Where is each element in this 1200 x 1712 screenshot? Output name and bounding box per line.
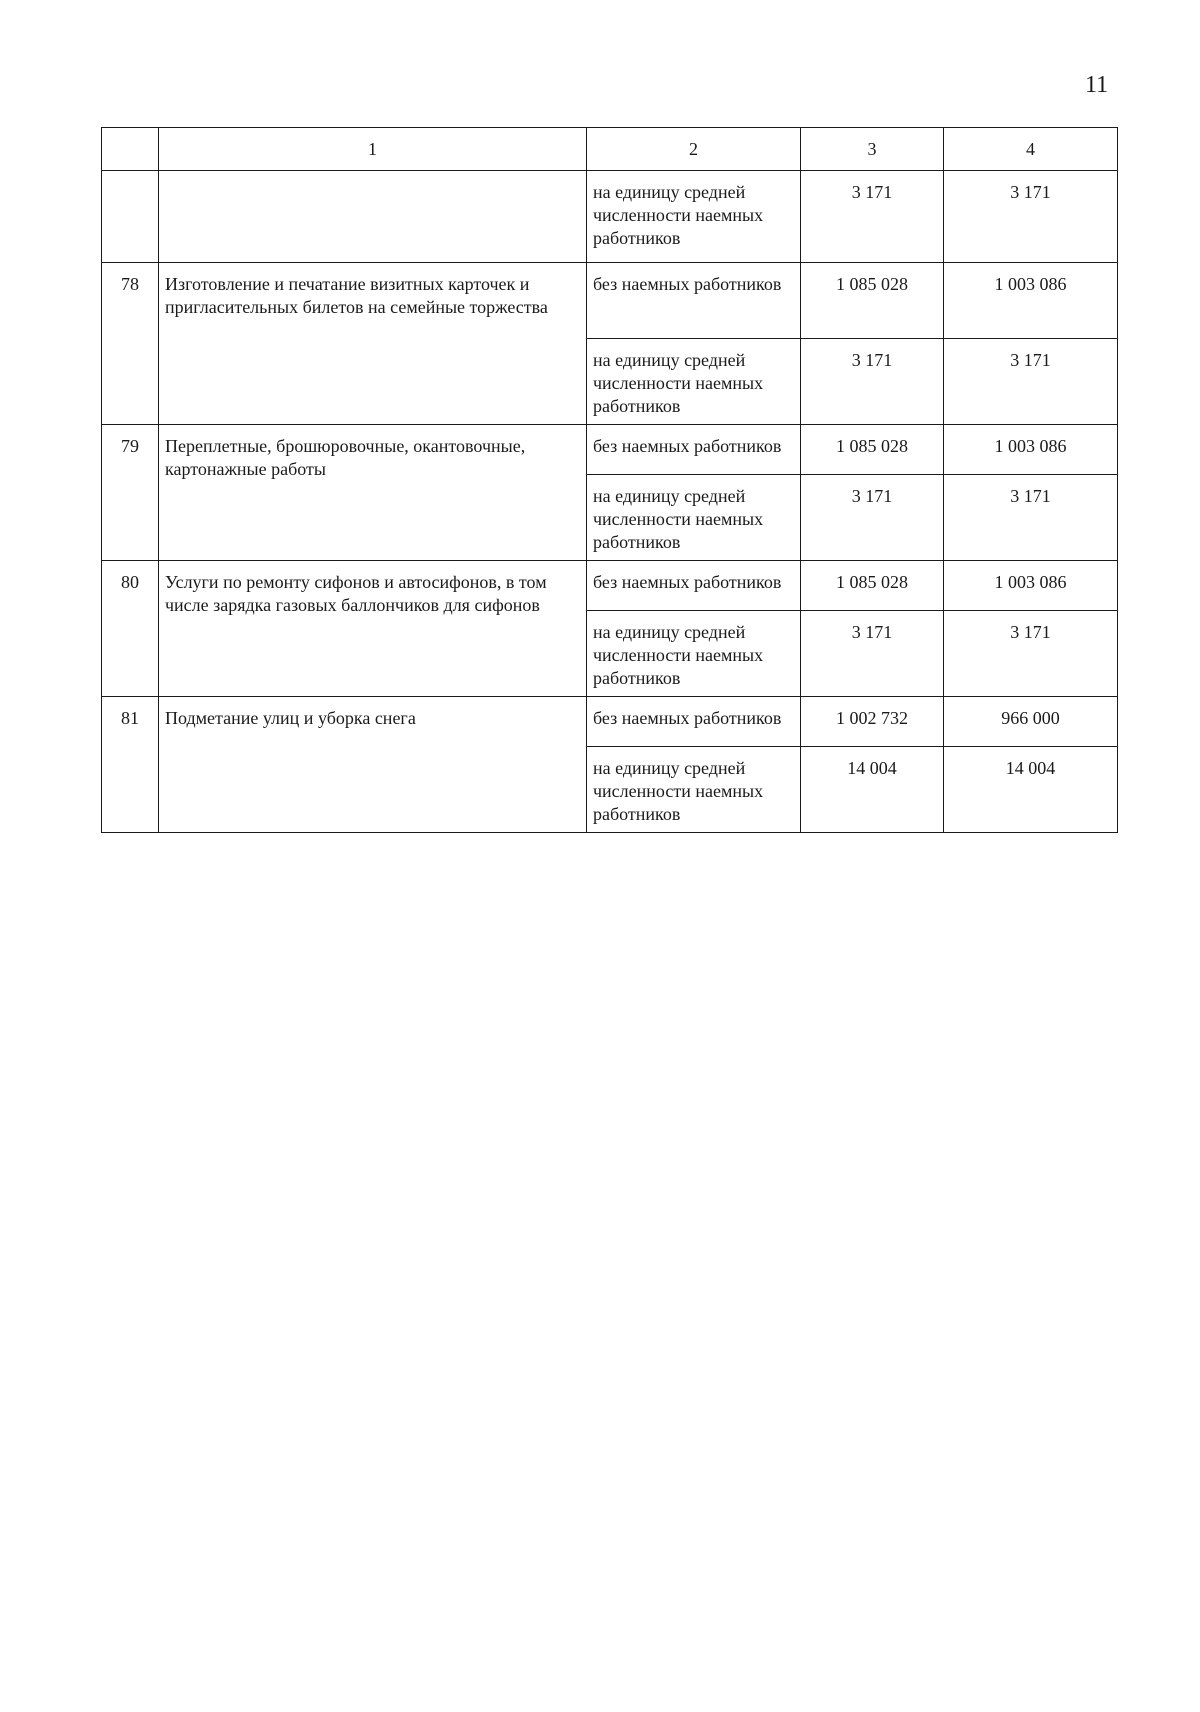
employment-type-cell: на единицу средней численности наемных работников <box>587 475 801 561</box>
activity-name-cell: Переплетные, брошюровочные, окантовочные, картонажные работы <box>159 425 587 561</box>
employment-type-cell: без наемных работников <box>587 425 801 475</box>
table-row <box>102 263 1118 339</box>
employment-type-cell: на единицу средней численности наемных работников <box>587 611 801 697</box>
row-number-cell: 80 <box>102 561 159 697</box>
employment-type-cell: без наемных работников <box>587 263 801 339</box>
page-number: 11 <box>1085 72 1109 98</box>
header-cell-3: 3 <box>801 128 944 171</box>
table-row <box>102 697 1118 747</box>
value-col3-cell: 1 085 028 <box>801 561 944 611</box>
value-col4-cell: 966 000 <box>944 697 1118 747</box>
employment-type-cell: без наемных работников <box>587 561 801 611</box>
header-row <box>102 128 1118 171</box>
value-col4-cell: 3 171 <box>944 611 1118 697</box>
value-col3-cell: 14 004 <box>801 747 944 833</box>
value-col4-cell: 3 171 <box>944 171 1118 263</box>
employment-type-cell: на единицу средней численности наемных работников <box>587 339 801 425</box>
value-col3-cell: 1 085 028 <box>801 263 944 339</box>
row-number-cell: 78 <box>102 263 159 425</box>
value-col3-cell: 3 171 <box>801 171 944 263</box>
row-number-cell <box>102 171 159 263</box>
tariff-table <box>101 127 1118 833</box>
header-cell-1: 1 <box>159 128 587 171</box>
employment-type-cell: без наемных работников <box>587 697 801 747</box>
employment-type-cell: на единицу средней численности наемных работников <box>587 171 801 263</box>
activity-name-cell <box>159 171 587 263</box>
value-col3-cell: 3 171 <box>801 475 944 561</box>
row-number-cell: 81 <box>102 697 159 833</box>
value-col3-cell: 1 002 732 <box>801 697 944 747</box>
header-cell-4: 4 <box>944 128 1118 171</box>
value-col4-cell: 3 171 <box>944 339 1118 425</box>
value-col4-cell: 1 003 086 <box>944 561 1118 611</box>
activity-name-cell: Подметание улиц и уборка снега <box>159 697 587 833</box>
employment-type-cell: на единицу средней численности наемных работников <box>587 747 801 833</box>
value-col3-cell: 3 171 <box>801 611 944 697</box>
table-row <box>102 561 1118 611</box>
table-row <box>102 425 1118 475</box>
value-col4-cell: 1 003 086 <box>944 263 1118 339</box>
activity-name-cell: Изготовление и печатание визитных карточек и пригласительных билетов на семейные торжества <box>159 263 587 425</box>
value-col3-cell: 3 171 <box>801 339 944 425</box>
header-cell-2: 2 <box>587 128 801 171</box>
activity-name-cell: Услуги по ремонту сифонов и автосифонов, в том числе зарядка газовых баллончиков для сифонов <box>159 561 587 697</box>
value-col4-cell: 14 004 <box>944 747 1118 833</box>
header-cell-num <box>102 128 159 171</box>
value-col4-cell: 3 171 <box>944 475 1118 561</box>
value-col4-cell: 1 003 086 <box>944 425 1118 475</box>
table-row <box>102 171 1118 263</box>
value-col3-cell: 1 085 028 <box>801 425 944 475</box>
row-number-cell: 79 <box>102 425 159 561</box>
